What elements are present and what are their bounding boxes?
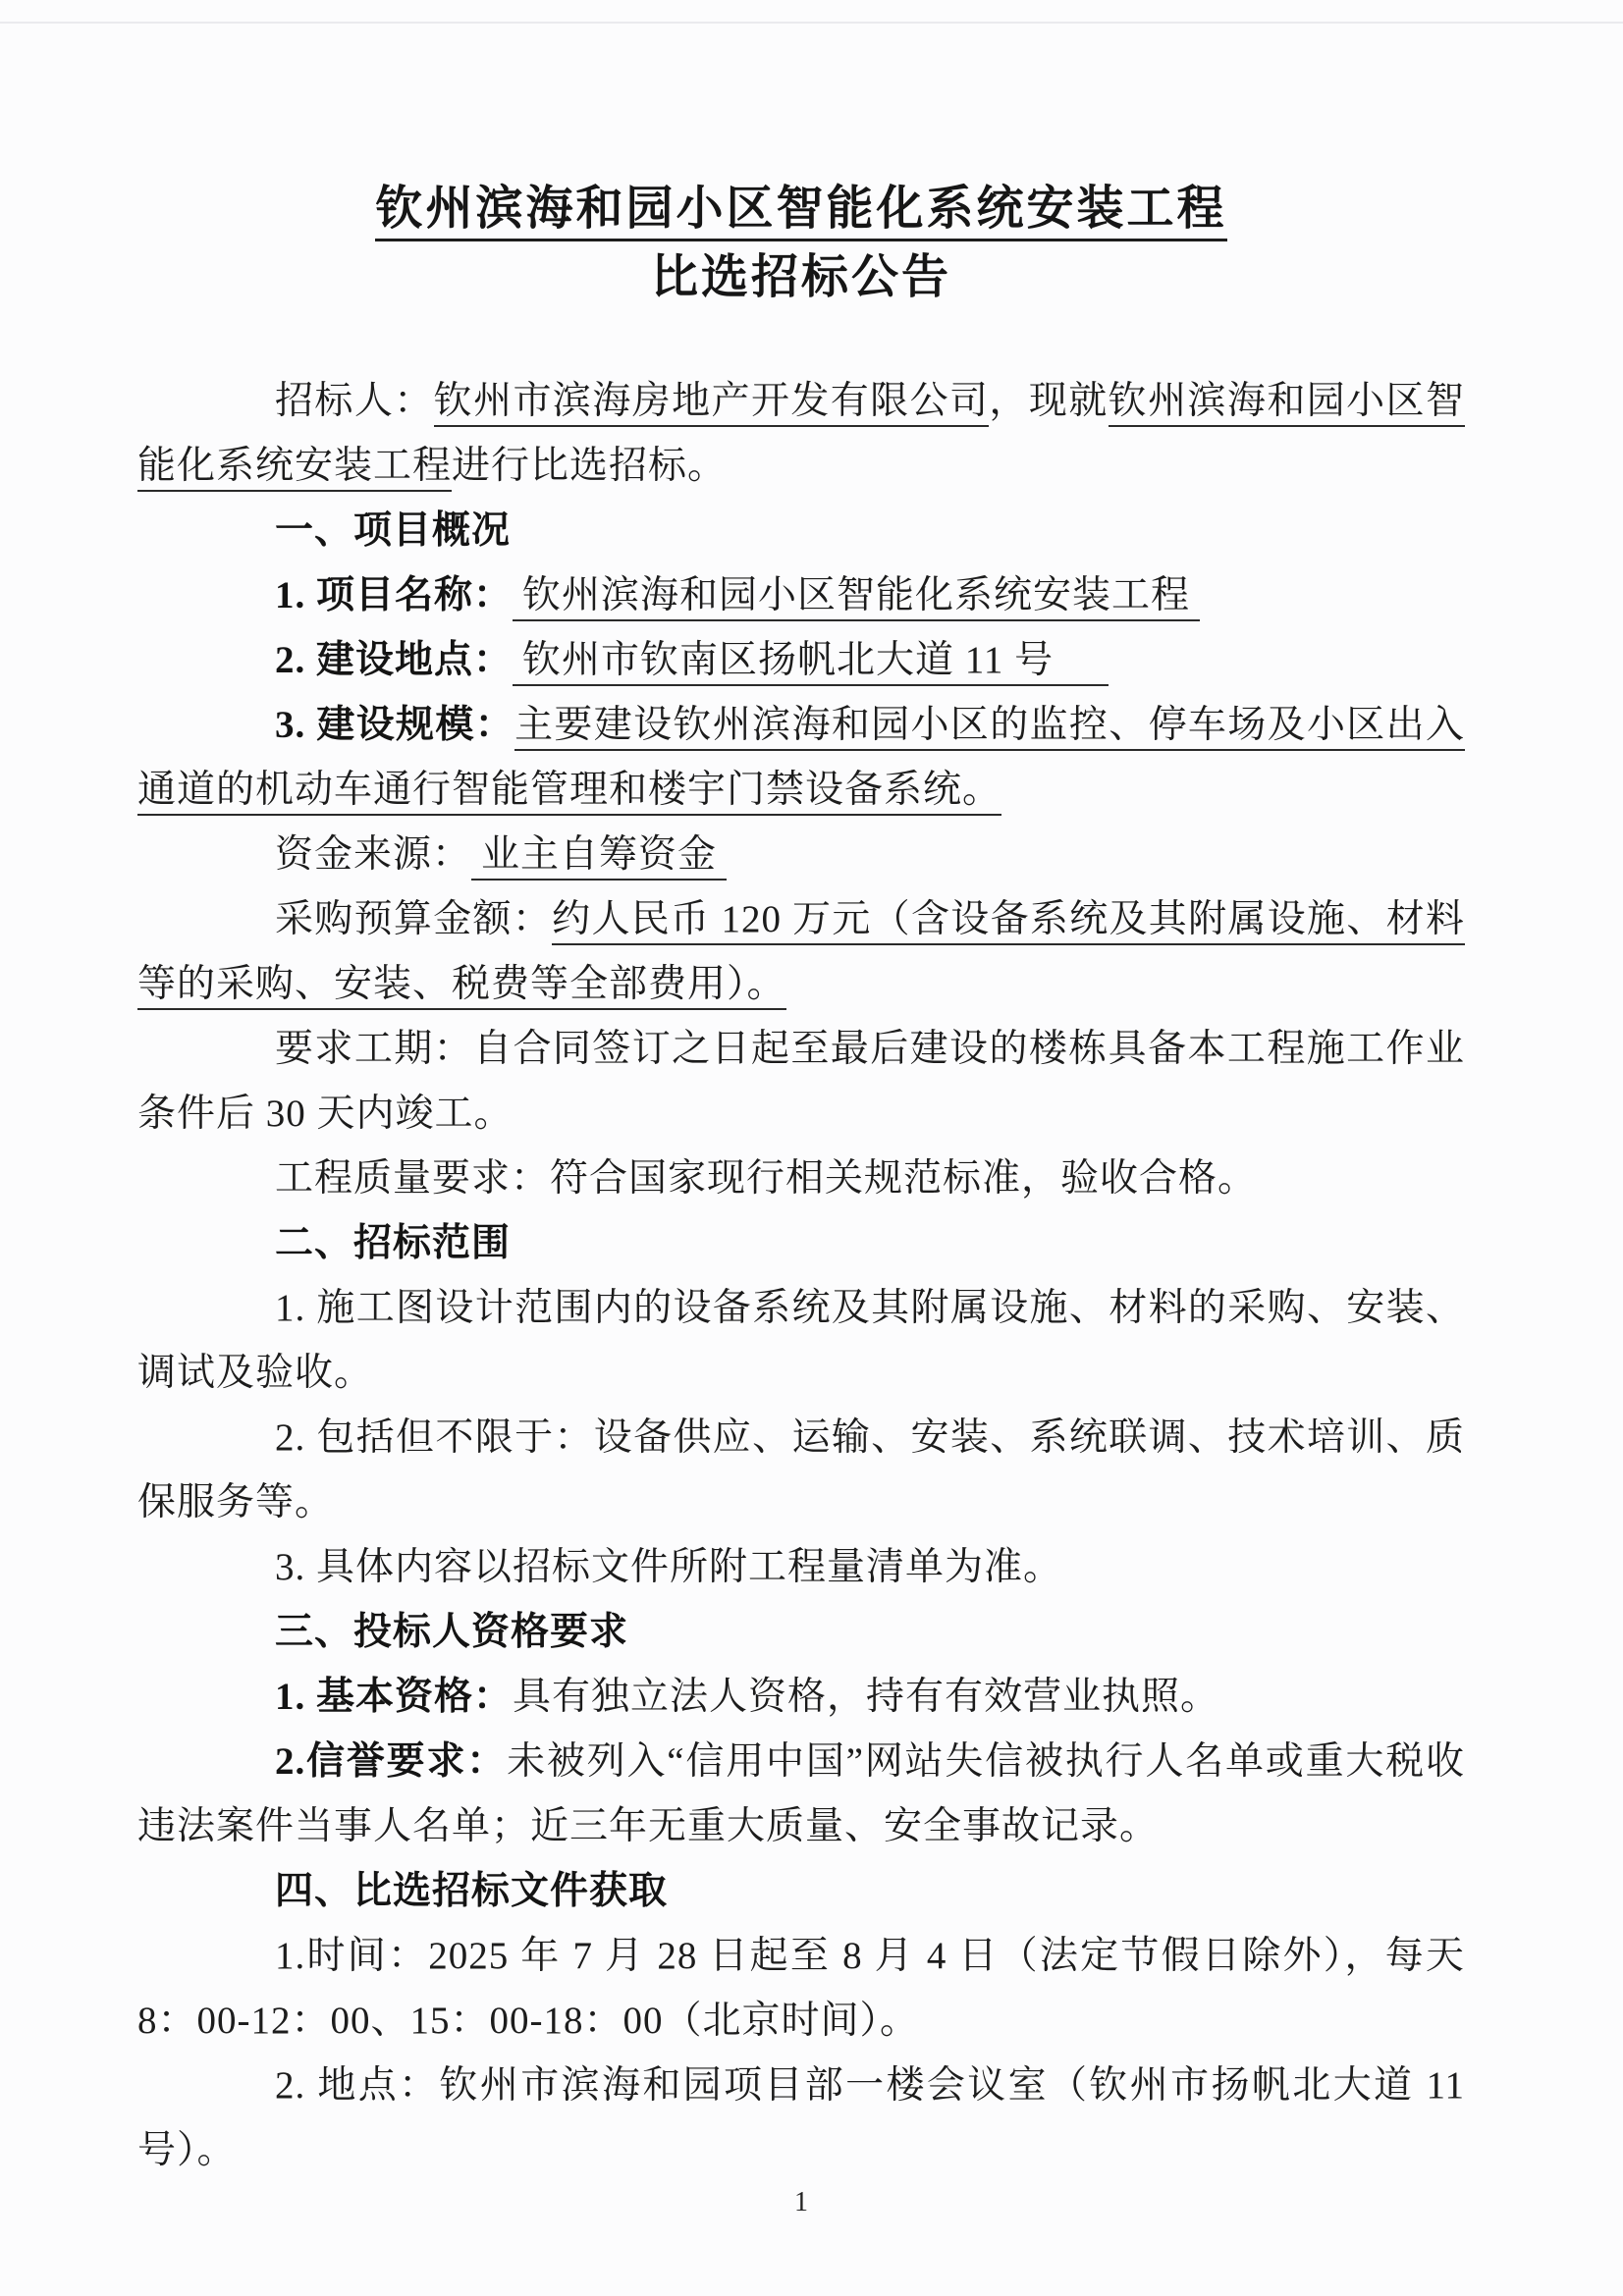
document-title-line2: 比选招标公告 xyxy=(650,251,951,303)
para-scope-1: 1. 施工图设计范围内的设备系统及其附属设施、材料的采购、安装、调试及验收。 xyxy=(137,1287,1465,1394)
para-obtain-place: 2. 地点：钦州市滨海和园项目部一楼会议室（钦州市扬帆北大道 11 号）。 xyxy=(137,2064,1465,2171)
para-location xyxy=(137,628,1465,693)
para-qualification-credit xyxy=(137,1730,1465,1859)
document-text xyxy=(137,369,1465,2222)
location-label: 2. 建设地点： xyxy=(275,639,514,681)
budget-label: 采购预算金额： xyxy=(275,898,553,940)
para-project-name xyxy=(137,563,1465,628)
funding-value-underlined: 业主自筹资金 xyxy=(471,833,727,881)
scale-value-underlined: 主要建设钦州滨海和园小区的监控、停车场及小区出入通道的机动车通行智能管理和楼宇门禁设备系统。 xyxy=(137,704,1465,816)
para-duration: 要求工期：自合同签订之日起至最后建设的楼栋具备本工程施工作业条件后 30 天内竣工。 xyxy=(137,1028,1465,1135)
section3-heading: 三、投标人资格要求 xyxy=(275,1611,629,1653)
basic-qualification-value: 具有独立法人资格，持有有效营业执照。 xyxy=(513,1676,1220,1718)
intro-suffix: 进行比选招标。 xyxy=(452,445,728,487)
project-name-label: 1. 项目名称： xyxy=(275,574,514,616)
para-funding xyxy=(137,823,1465,887)
section2-heading: 二、招标范围 xyxy=(275,1222,512,1264)
section1-heading: 一、项目概况 xyxy=(275,509,512,552)
intro-project-underlined: 钦州滨海和园小区智能化系统安装工程 xyxy=(137,380,1465,492)
funding-label: 资金来源： xyxy=(275,833,472,876)
intro-tenderer-underlined: 钦州市滨海房地产开发有限公司 xyxy=(434,380,990,427)
scale-label: 3. 建设规模： xyxy=(275,704,515,746)
para-intro xyxy=(137,369,1465,499)
document-body xyxy=(137,0,1465,2222)
intro-prefix: 招标人： xyxy=(275,380,434,422)
para-qualification-basic xyxy=(137,1665,1465,1730)
section4-heading: 四、比选招标文件获取 xyxy=(275,1870,669,1912)
para-scope-3: 3. 具体内容以招标文件所附工程量清单为准。 xyxy=(275,1546,1063,1588)
para-obtain-time: 1.时间：2025 年 7 月 28 日起至 8 月 4 日（法定节假日除外），每天 8：00-12：00、15：00-18：00（北京时间）。 xyxy=(137,1935,1465,2042)
credit-requirement-label: 2.信誉要求： xyxy=(275,1740,508,1783)
document-title-line1 xyxy=(137,175,1465,243)
para-scope-2: 2. 包括但不限于：设备供应、运输、安装、系统联调、技术培训、质保服务等。 xyxy=(137,1416,1465,1523)
para-quality: 工程质量要求：符合国家现行相关规范标准，验收合格。 xyxy=(275,1157,1258,1200)
project-name-value-underlined: 钦州滨海和园小区智能化系统安装工程 xyxy=(513,574,1200,621)
budget-value-underlined: 约人民币 120 万元（含设备系统及其附属设施、材料等的采购、安装、税费等全部费用）。 xyxy=(137,898,1465,1010)
page-number: 1 xyxy=(794,2187,808,2217)
basic-qualification-label: 1. 基本资格： xyxy=(275,1676,514,1718)
title-underlined-text: 钦州滨海和园小区智能化系统安装工程 xyxy=(375,183,1226,241)
credit-requirement-value: 未被列入“信用中国”网站失信被执行人名单或重大税收违法案件当事人名单；近三年无重大质量、安全事故记录。 xyxy=(137,1740,1465,1847)
para-budget xyxy=(137,887,1465,1017)
location-value-underlined: 钦州市钦南区扬帆北大道 11 号 xyxy=(513,639,1109,686)
para-scale xyxy=(137,693,1465,823)
intro-connector: ，现就 xyxy=(989,380,1109,422)
